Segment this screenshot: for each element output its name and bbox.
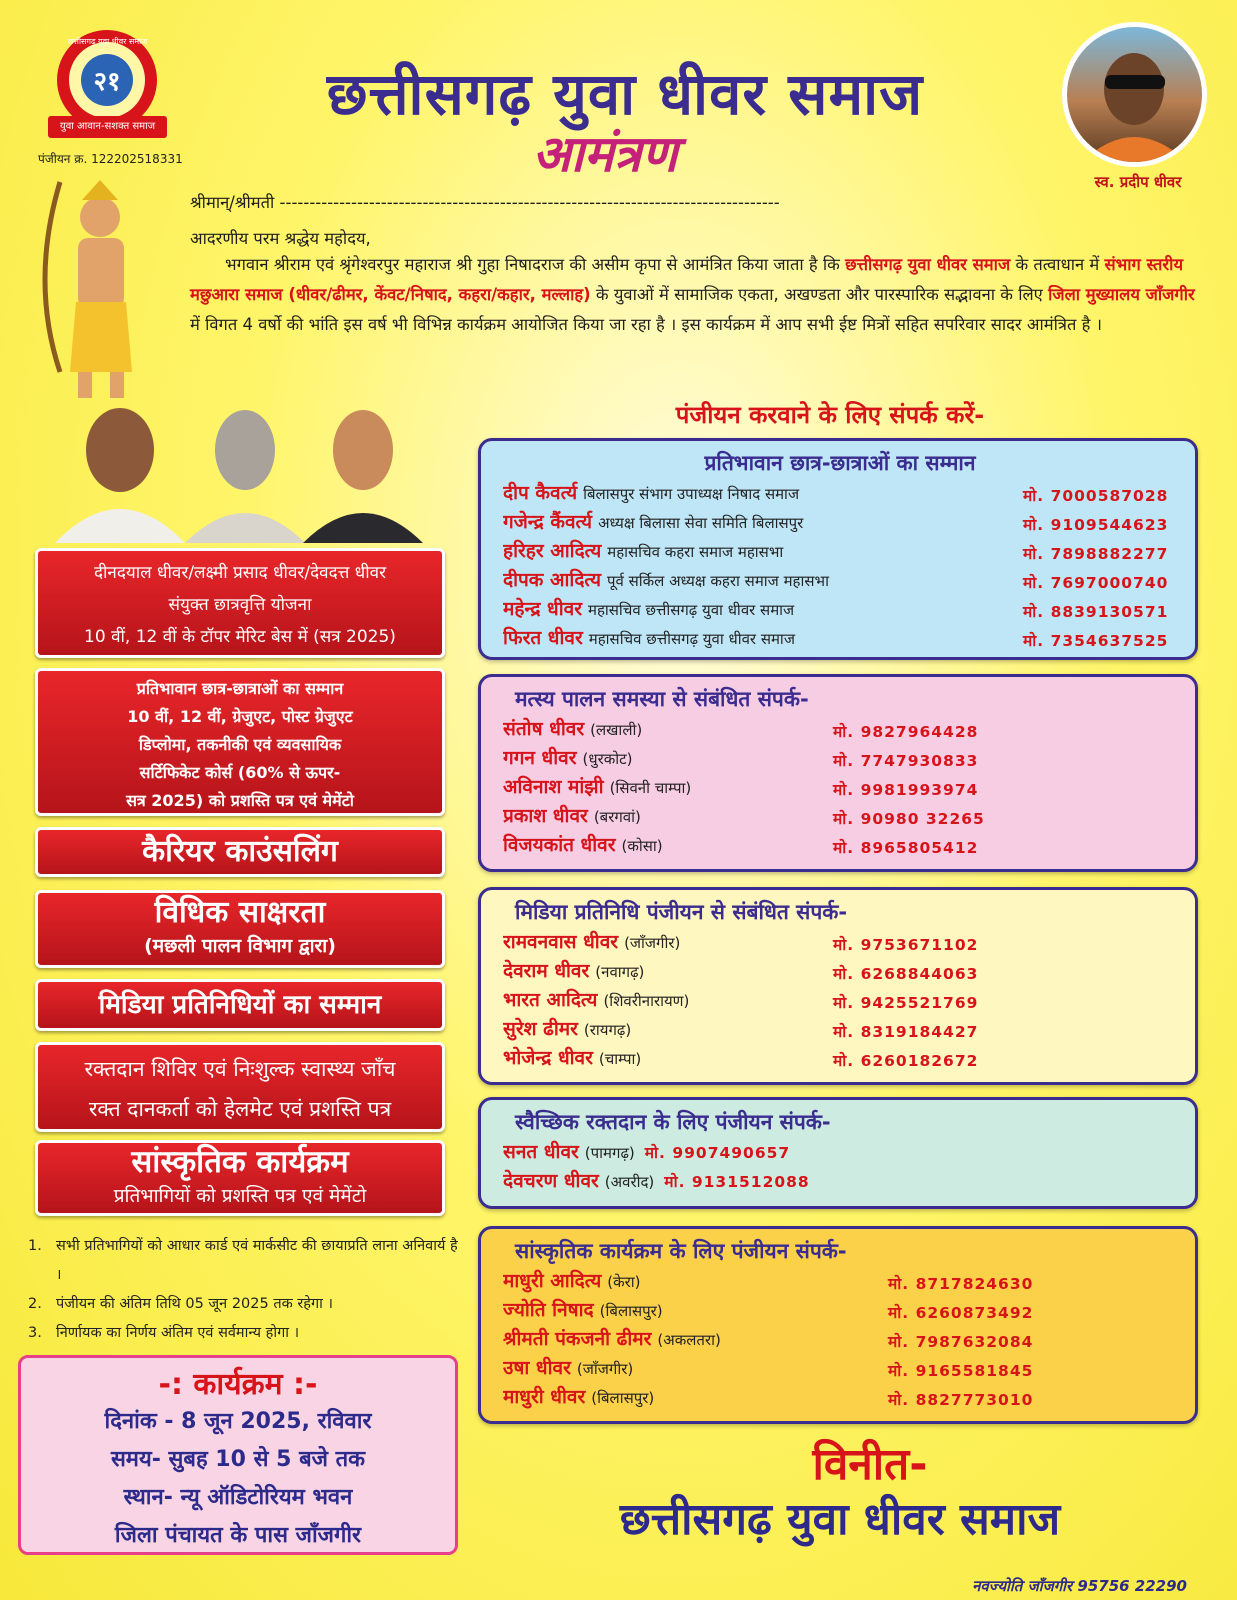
contact-description: (नवागढ़) [595,963,645,981]
blood-donation-subtitle: रक्त दानकर्ता को हेलमेट एवं प्रशस्ति पत्र [88,1097,392,1121]
blood-donation-box [35,1042,445,1132]
contact-box-title: प्रतिभावान छात्र-छात्राओं का सम्मान [704,451,976,475]
contact-mobile: मो. 9425521769 [833,994,979,1012]
contact-description: (बरगवां) [593,808,641,826]
contact-name: भोजेन्द्र धीवर [503,1047,593,1069]
student-honour-line: सत्र 2025) को प्रशस्ति पत्र एवं मेमेंटो [126,791,354,810]
registration-heading: पंजीयन करवाने के लिए संपर्क करें- [675,401,985,429]
note-text: निर्णायक का निर्णय अंतिम एवं सर्वमान्य होगा । [56,1325,300,1341]
contact-name: श्रीमती पंकजनी ढीमर [503,1328,652,1350]
paragraph-text-4: में विगत 4 वर्षो की भांति इस वर्ष भी विभिन्न कार्यक्रम आयोजित किया जा रहा है । इस कार्यक्रम में आप सभी ईष्ट मित्रों सहित सपरिवार सादर आमंत्रित है । [190,315,1102,334]
contact-name: देवचरण धीवर [503,1170,599,1192]
student-honour-title: प्रतिभावान छात्र-छात्राओं का सम्मान [136,679,344,698]
contact-mobile: मो. 9109544623 [1023,516,1169,534]
contact-box-blood-donation [478,1097,1198,1209]
note-item [28,1232,458,1290]
legal-literacy-title: विधिक साक्षरता [154,895,326,930]
founders-photo [45,395,435,543]
contact-row [503,1296,1177,1325]
contact-name: विजयकांत धीवर [503,834,616,856]
contact-name: संतोष धीवर [503,718,585,740]
contact-mobile: मो. 9827964428 [833,723,979,741]
contact-mobile: मो. 9981993974 [833,781,979,799]
scholarship-criteria: 10 वीं, 12 वीं के टॉपर मेरिट बेस में (सत्र 2025) [84,627,396,647]
contact-description: (बिलासपुर) [599,1302,663,1320]
cultural-program-box [35,1140,445,1216]
contact-rows [503,928,1177,1073]
contact-row [503,1267,1177,1296]
student-honour-line: सर्टिफिकेट कोर्स (60% से ऊपर- [139,763,341,782]
contact-description: (बिलासपुर) [591,1389,655,1407]
contact-name: हरिहर आदित्य [503,540,602,562]
paragraph-highlight-1: छत्तीसगढ़ युवा धीवर समाज [845,255,1011,274]
contact-mobile: मो. 6268844063 [833,965,979,983]
contact-mobile: मो. 90980 32265 [833,810,985,828]
contact-name: महेन्द्र धीवर [503,598,582,620]
cultural-program-title: सांस्कृतिक कार्यक्रम [131,1144,349,1180]
contact-row [503,773,1177,802]
contact-name: दीप कैवर्त्य [503,482,578,504]
contact-name: सुरेश ढीमर [503,1018,578,1040]
contact-name: प्रकाश धीवर [503,805,588,827]
contact-box-title: सांस्कृतिक कार्यक्रम के लिए पंजीयन संपर्क- [515,1239,847,1263]
contact-mobile: मो. 9753671102 [833,936,979,954]
contact-mobile: मो. 8319184427 [833,1023,979,1041]
contact-name: माधुरी आदित्य [503,1270,602,1292]
contact-row [503,928,1177,957]
logo-ribbon-text: युवा आवान-सशक्त समाज [59,121,156,132]
contact-row [503,986,1177,1015]
legal-literacy-box [35,890,445,968]
contact-row [503,802,1177,831]
respect-line: आदरणीय परम श्रद्धेय महोदय, [190,229,371,248]
contact-name: ज्योति निषाद [503,1299,594,1321]
contact-description: (शिवरीनारायण) [603,992,690,1010]
contact-row [503,566,1177,595]
contact-name: माधुरी धीवर [503,1386,586,1408]
note-item [28,1319,458,1348]
scholarship-scheme: संयुक्त छात्रवृत्ति योजना [168,595,312,615]
organization-logo [40,28,175,143]
note-number: 2. [28,1296,42,1312]
contact-description: (कोसा) [621,837,663,855]
contact-rows [503,1138,1177,1196]
contact-mobile: मो. 9165581845 [888,1362,1034,1380]
legal-literacy-subtitle: (मछली पालन विभाग द्वारा) [144,935,336,957]
program-time: समय- सुबह 10 से 5 बजे तक [110,1447,366,1472]
paragraph-text-2: के तत्वाधान में [1015,255,1100,274]
program-venue-detail: जिला पंचायत के पास जाँजगीर [114,1523,362,1548]
student-honour-line: डिप्लोमा, तकनीकी एवं व्यवसायिक [138,735,342,754]
invitation-paragraph [190,250,1195,340]
contact-row [503,624,1177,653]
closing-regards: विनीत- [812,1439,928,1490]
registration-number: पंजीयन क्र. 122202518331 [38,152,183,166]
contact-name: उषा धीवर [503,1357,571,1379]
notes-list [28,1232,458,1348]
contact-description: (रायगढ़) [583,1021,632,1039]
paragraph-text-3: के युवाओं में सामाजिक एकता, अखण्डता और पारस्पारिक सद्भावना के लिए [595,285,1043,304]
contact-name: दीपक आदित्य [503,569,601,591]
contact-box-media [478,887,1198,1085]
contact-mobile: मो. 8839130571 [1023,603,1169,621]
contact-row [503,1383,1177,1412]
contact-box-student-honour [478,438,1198,660]
contact-description: (चाम्पा) [598,1050,642,1068]
paragraph-text-1: भगवान श्रीराम एवं श्रृंगेश्वरपुर महाराज श्री गुहा निषादराज की असीम कृपा से आमंत्रित किया जाता है कि [225,255,840,274]
contact-rows [503,715,1177,860]
contact-box-title: मिडिया प्रतिनिधि पंजीयन से संबंधित संपर्क- [515,900,848,924]
contact-name: सनत धीवर [503,1141,579,1163]
contact-mobile: मो. 7000587028 [1023,487,1169,505]
scholarship-box [35,548,445,658]
contact-description: (केरा) [607,1273,641,1291]
contact-description: (जाँजगीर) [624,934,681,952]
paragraph-highlight-2: संभाग स्तरीय मछुआरा समाज (धीवर/ढीमर, केंवट/निषाद, कहरा/कहार, मल्लाह) [190,255,1184,304]
contact-description: (लखाली) [590,721,643,739]
contact-mobile: मो. 8827773010 [888,1391,1034,1409]
contact-name: अविनाश मांझी [503,776,604,798]
contact-mobile: मो. 7898882277 [1023,545,1169,563]
contact-box-title: मत्स्य पालन समस्या से संबंधित संपर्क- [515,687,809,711]
contact-rows [503,1267,1177,1412]
logo-ring-text: छत्तीसगढ़ युवा धीवर समाज [67,37,148,46]
contact-mobile: मो. 7354637525 [1023,632,1169,650]
contact-description: (अकलतरा) [657,1331,721,1349]
career-counselling-box: कैरियर काउंसलिंग [35,827,445,877]
paragraph-highlight-3: जिला मुख्यालय जाँजगीर [1048,285,1195,304]
contact-box-cultural [478,1226,1198,1424]
contact-description: बिलासपुर संभाग उपाध्यक्ष निषाद समाज [583,485,800,503]
contact-name: फिरत धीवर [503,627,583,649]
contact-row [503,1138,1177,1167]
memorial-photo [1062,22,1207,167]
contact-mobile: मो. 8965805412 [833,839,979,857]
program-date: दिनांक - 8 जून 2025, रविवार [104,1409,372,1434]
contact-row [503,479,1177,508]
contact-box-fisheries [478,674,1198,872]
contact-mobile: मो. 6260873492 [888,1304,1034,1322]
note-text: पंजीयन की अंतिम तिथि 05 जून 2025 तक रहेगा । [56,1296,333,1312]
contact-description: महासचिव छत्तीसगढ़ युवा धीवर समाज [587,601,795,619]
note-number: 1. [28,1238,42,1254]
note-item [28,1290,458,1319]
contact-mobile: मो. 7987632084 [888,1333,1034,1351]
contact-description: (धुरकोट) [582,750,633,768]
contact-row [503,508,1177,537]
media-honour-box: मिडिया प्रतिनिधियों का सम्मान [35,979,445,1031]
contact-description: (सिवनी चाम्पा) [609,779,692,797]
contact-description: महासचिव छत्तीसगढ़ युवा धीवर समाज [588,630,795,648]
contact-row [503,831,1177,860]
contact-row [503,1325,1177,1354]
contact-name: देवराम धीवर [503,960,590,982]
contact-description: महासचिव कहरा समाज महासभा [607,543,784,561]
student-honour-line: 10 वीं, 12 वीं, ग्रेजुएट, पोस्ट ग्रेजुएट [127,707,353,726]
contact-row [503,537,1177,566]
contact-mobile: मो. 9907490657 [644,1144,791,1162]
contact-mobile: मो. 6260182672 [833,1052,979,1070]
deity-illustration [20,172,170,402]
contact-row [503,957,1177,986]
contact-row [503,715,1177,744]
contact-description: (जाँजगीर) [576,1360,634,1378]
program-venue: स्थान- न्यू ऑडिटोरियम भवन [123,1485,353,1510]
invitation-heading: आमंत्रण [532,124,678,183]
cultural-program-subtitle: प्रतिभागियों को प्रशस्ति पत्र एवं मेमेंटो [113,1185,367,1207]
contact-description: अध्यक्ष बिलासा सेवा समिति बिलासपुर [598,514,804,532]
contact-box-title: स्वैच्छिक रक्तदान के लिए पंजीयन संपर्क- [515,1110,831,1134]
contact-row [503,1044,1177,1073]
memorial-name: स्व. प्रदीप धीवर [1094,173,1182,191]
contact-name: गगन धीवर [503,747,577,769]
svg-text:२१: २१ [93,67,121,97]
contact-row [503,744,1177,773]
contact-name: रामवनवास धीवर [503,931,619,953]
contact-mobile: मो. 8717824630 [888,1275,1034,1293]
salutation-line: श्रीमान्/श्रीमती ------------------------------------------------------------------------------------ [190,193,780,212]
closing-organization: छत्तीसगढ़ युवा धीवर समाज [619,1494,1061,1545]
contact-mobile: मो. 9131512088 [664,1173,810,1191]
contact-description: पूर्व सर्किल अध्यक्ष कहरा समाज महासभा [606,572,829,590]
contact-description: (अवरीद) [604,1173,655,1191]
contact-name: भारत आदित्य [503,989,598,1011]
contact-name: गजेन्द्र कैंवर्त्य [503,511,593,533]
blood-donation-title: रक्तदान शिविर एवं निःशुल्क स्वास्थ्य जाँच [84,1057,396,1081]
printer-credit: नवज्योति जाँजगीर 95756 22290 [972,1577,1187,1595]
contact-row [503,1354,1177,1383]
page-title: छत्तीसगढ़ युवा धीवर समाज [326,60,924,128]
scholarship-names: दीनदयाल धीवर/लक्ष्मी प्रसाद धीवर/देवदत्त धीवर [93,563,387,583]
contact-row [503,595,1177,624]
program-title: -: कार्यक्रम :- [158,1367,318,1402]
contact-row [503,1015,1177,1044]
note-number: 3. [28,1325,42,1341]
contact-row [503,1167,1177,1196]
student-honour-box [35,668,445,816]
contact-mobile: मो. 7747930833 [833,752,979,770]
contact-mobile: मो. 7697000740 [1023,574,1169,592]
contact-description: (पामगढ़) [584,1144,635,1162]
program-box [18,1355,458,1555]
contact-rows [503,479,1177,653]
note-text: सभी प्रतिभागियों को आधार कार्ड एवं मार्कसीट की छायाप्रति लाना अनिवार्य है । [56,1238,458,1283]
